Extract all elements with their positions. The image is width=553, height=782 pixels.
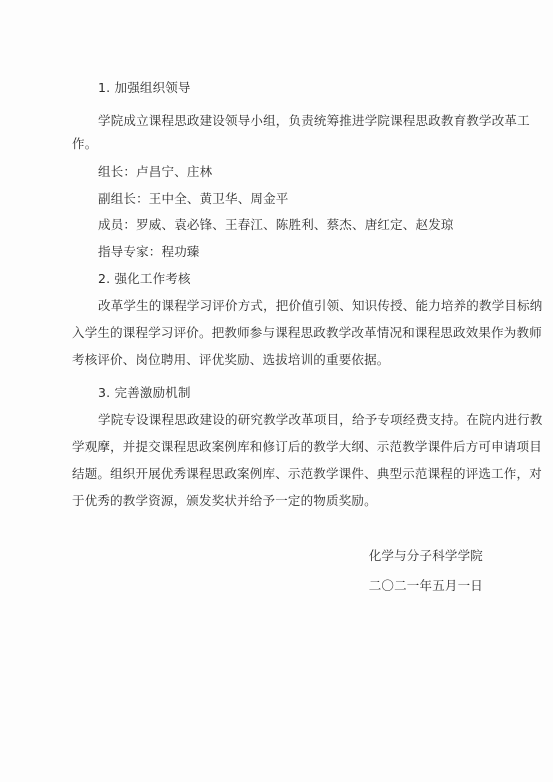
section-1-body-line-1: 学院成立课程思政建设领导小组，负责统筹推进学院课程思政教育教学改革工 bbox=[98, 113, 530, 128]
section-2-heading: 2. 强化工作考核 bbox=[98, 271, 191, 286]
section-3-body-line-3: 结题。组织开展优秀课程思政案例库、示范教学课件、典型示范课程的评选工作，对 bbox=[72, 466, 542, 481]
section-2-body-line-3: 考核评价、岗位聘用、评优奖励、选拔培训的重要依据。 bbox=[72, 352, 390, 367]
section-1-body-line-2: 作。 bbox=[72, 136, 98, 151]
section-1-heading: 1. 加强组织领导 bbox=[98, 80, 191, 95]
signature-organization: 化学与分子科学学院 bbox=[368, 548, 483, 563]
signature-date: 二〇二一年五月一日 bbox=[368, 578, 483, 593]
members-line: 成员：罗威、袁必锋、王春江、陈胜利、蔡杰、唐红定、赵发琼 bbox=[98, 217, 454, 232]
section-2-body-line-1: 改革学生的课程学习评价方式，把价值引领、知识传授、能力培养的教学目标纳 bbox=[98, 298, 543, 313]
section-3-body-line-1: 学院专设课程思政建设的研究教学改革项目，给予专项经费支持。在院内进行教 bbox=[98, 412, 543, 427]
expert-line: 指导专家：程功臻 bbox=[98, 244, 200, 259]
section-2-body-line-2: 入学生的课程学习评价。把教师参与课程思政教学改革情况和课程思政效果作为教师 bbox=[72, 325, 542, 340]
section-3-body-line-4: 于优秀的教学资源，颁发奖状并给予一定的物质奖励。 bbox=[72, 493, 377, 508]
section-3-body-line-2: 学观摩，并提交课程思政案例库和修订后的教学大纲、示范教学课件后方可申请项目 bbox=[72, 439, 542, 454]
section-3-heading: 3. 完善激励机制 bbox=[98, 385, 191, 400]
group-leader-line: 组长：卢昌宁、庄林 bbox=[98, 164, 213, 179]
deputy-leader-line: 副组长：王中全、黄卫华、周金平 bbox=[98, 191, 289, 206]
